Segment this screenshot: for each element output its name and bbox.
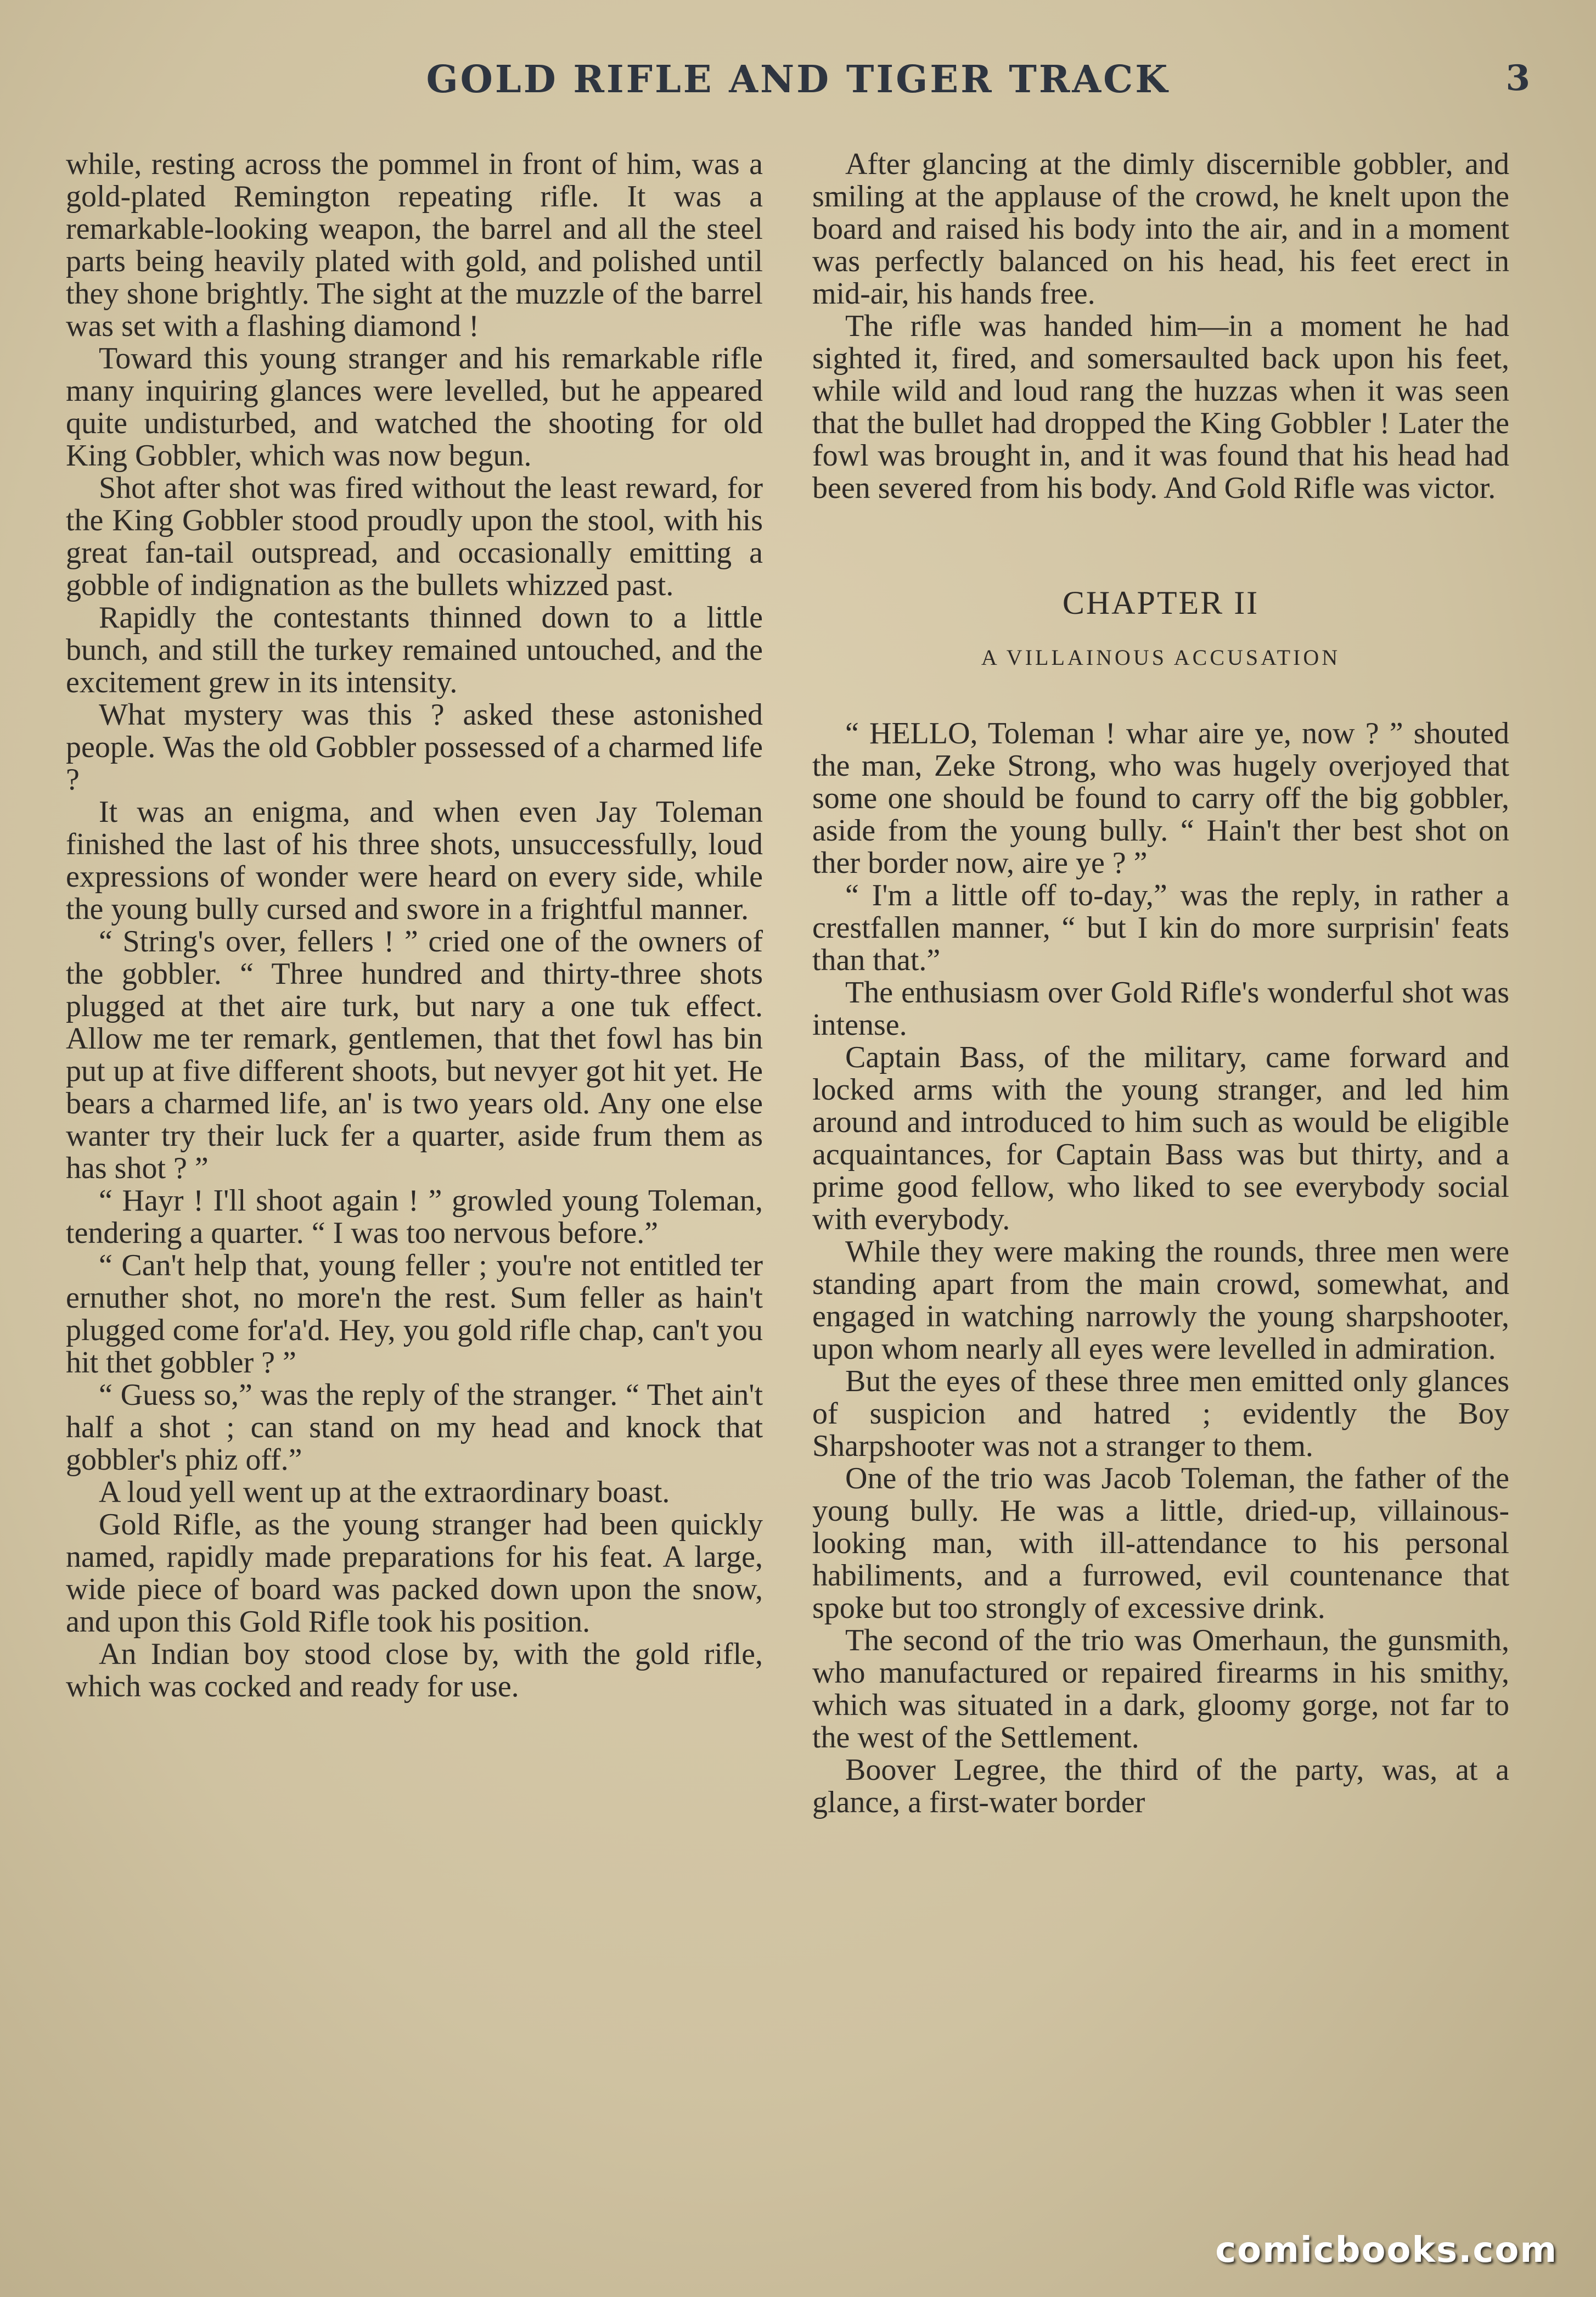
paragraph: While they were making the rounds, three men were standing apart from the main crowd, somewhat, and engaged in watching narrowly the young sharpshooter, upon whom nearly all eyes were levelled in admiration.	[812, 1235, 1509, 1366]
paragraph: Shot after shot was fired without the least reward, for the King Gobbler stood proudly upon the stool, with his great fan-tail outspread, and occasionally emitting a gobble of indignation as the bullets whizzed past.	[66, 471, 763, 602]
paragraph: while, resting across the pommel in front of him, was a gold-plated Remington repeating rifle. It was a remarkable-looking weapon, the barrel and all the steel parts being heavily plated with gold, and polished until they shone brightly. The sight at the muzzle of the barrel was set with a flashing diamond !	[66, 147, 763, 343]
paragraph: “ HELLO, Toleman ! whar aire ye, now ? ” shouted the man, Zeke Strong, who was hugely overjoyed that some one should be found to carry off the big gobbler, aside from the young bully. “ Hain't ther best shot on ther border now, aire ye ? ”	[812, 716, 1509, 880]
paragraph: One of the trio was Jacob Toleman, the father of the young bully. He was a little, dried-up, villainous-looking man, with ill-attendance to his personal habiliments, and a furrowed, evil countenance that spoke but too strongly of excessive drink.	[812, 1461, 1509, 1625]
paragraph: “ Guess so,” was the reply of the stranger. “ Thet ain't half a shot ; can stand on my head and knock that gobbler's phiz off.”	[66, 1378, 763, 1477]
page-number: 3	[1505, 58, 1530, 99]
paragraph: What mystery was this ? asked these astonished people. Was the old Gobbler possessed of a charmed life ?	[66, 698, 763, 797]
paragraph: “ Can't help that, young feller ; you're not entitled ter ernuther shot, no more'n the rest. Sum feller as hain't plugged come for'a'd. Hey, you gold rifle chap, can't you hit thet gobbler ? ”	[66, 1248, 763, 1380]
paragraph: The second of the trio was Omerhaun, the gunsmith, who manufactured or repaired firearms in his smithy, which was situated in a dark, gloomy gorge, not far to the west of the Settlement.	[812, 1623, 1509, 1755]
paragraph: “ I'm a little off to-day,” was the reply, in rather a crestfallen manner, “ but I kin do more surprisin' feats than that.”	[812, 878, 1509, 977]
right-column	[812, 148, 1509, 1819]
running-title: GOLD RIFLE AND TIGER TRACK	[426, 58, 1170, 102]
paragraph: It was an enigma, and when even Jay Toleman finished the last of his three shots, unsuccessfully, loud expressions of wonder were heard on every side, while the young bully cursed and swore in a frightful manner.	[66, 795, 763, 926]
left-column	[66, 148, 763, 1703]
paragraph: A loud yell went up at the extraordinary boast.	[99, 1475, 670, 1509]
paragraph: Gold Rifle, as the young stranger had been quickly named, rapidly made preparations for his feat. A large, wide piece of board was packed down upon the snow, and upon this Gold Rifle took his position.	[66, 1508, 763, 1639]
watermark: comicbooks.com	[1215, 2230, 1558, 2271]
paragraph: Rapidly the contestants thinned down to a little bunch, and still the turkey remained untouched, and the excitement grew in its intensity.	[66, 601, 763, 699]
paragraph: An Indian boy stood close by, with the gold rifle, which was cocked and ready for use.	[66, 1637, 763, 1704]
chapter-title: CHAPTER II	[1062, 585, 1260, 621]
paragraph: Toward this young stranger and his remarkable rifle many inquiring glances were levelled, but he appeared quite undisturbed, and watched the shooting for old King Gobbler, which was now begun.	[66, 341, 763, 473]
running-head	[66, 58, 1530, 107]
paragraph: Captain Bass, of the military, came forward and locked arms with the young stranger, and led him around and introduced to him such as would be eligible acquaintances, for Captain Bass was but thirty, and a prime good fellow, who liked to see everybody social with everybody.	[812, 1040, 1509, 1236]
paragraph: The enthusiasm over Gold Rifle's wonderful shot was intense.	[812, 976, 1509, 1042]
paragraph: After glancing at the dimly discernible gobbler, and smiling at the applause of the crowd, he knelt upon the board and raised his body into the air, and in a moment was perfectly balanced on his head, his feet erect in mid-air, his hands free.	[812, 147, 1509, 311]
paragraph: But the eyes of these three men emitted only glances of suspicion and hatred ; evidently the Boy Sharpshooter was not a stranger to them.	[812, 1364, 1509, 1463]
paragraph: Boover Legree, the third of the party, was, at a glance, a first-water border	[812, 1753, 1509, 1819]
paragraph: “ String's over, fellers ! ” cried one of the owners of the gobbler. “ Three hundred and thirty-three shots plugged at thet aire turk, but nary a one tuk effect. Allow me ter remark, gentlemen, that thet fowl has bin put up at five different shoots, but nevyer got hit yet. He bears a charmed life, an' is two years old. Any one else wanter try their luck fer a quarter, aside frum them as has shot ? ”	[66, 925, 763, 1185]
paragraph: The rifle was handed him—in a moment he had sighted it, fired, and somersaulted back upon his feet, while wild and loud rang the huzzas when it was seen that the bullet had dropped the King Gobbler ! Later the fowl was brought in, and it was found that his head had been severed from his body. And Gold Rifle was victor.	[812, 309, 1509, 505]
chapter-subtitle: A VILLAINOUS ACCUSATION	[981, 645, 1341, 670]
paragraph: “ Hayr ! I'll shoot again ! ” growled young Toleman, tendering a quarter. “ I was too nervous before.”	[66, 1184, 763, 1250]
